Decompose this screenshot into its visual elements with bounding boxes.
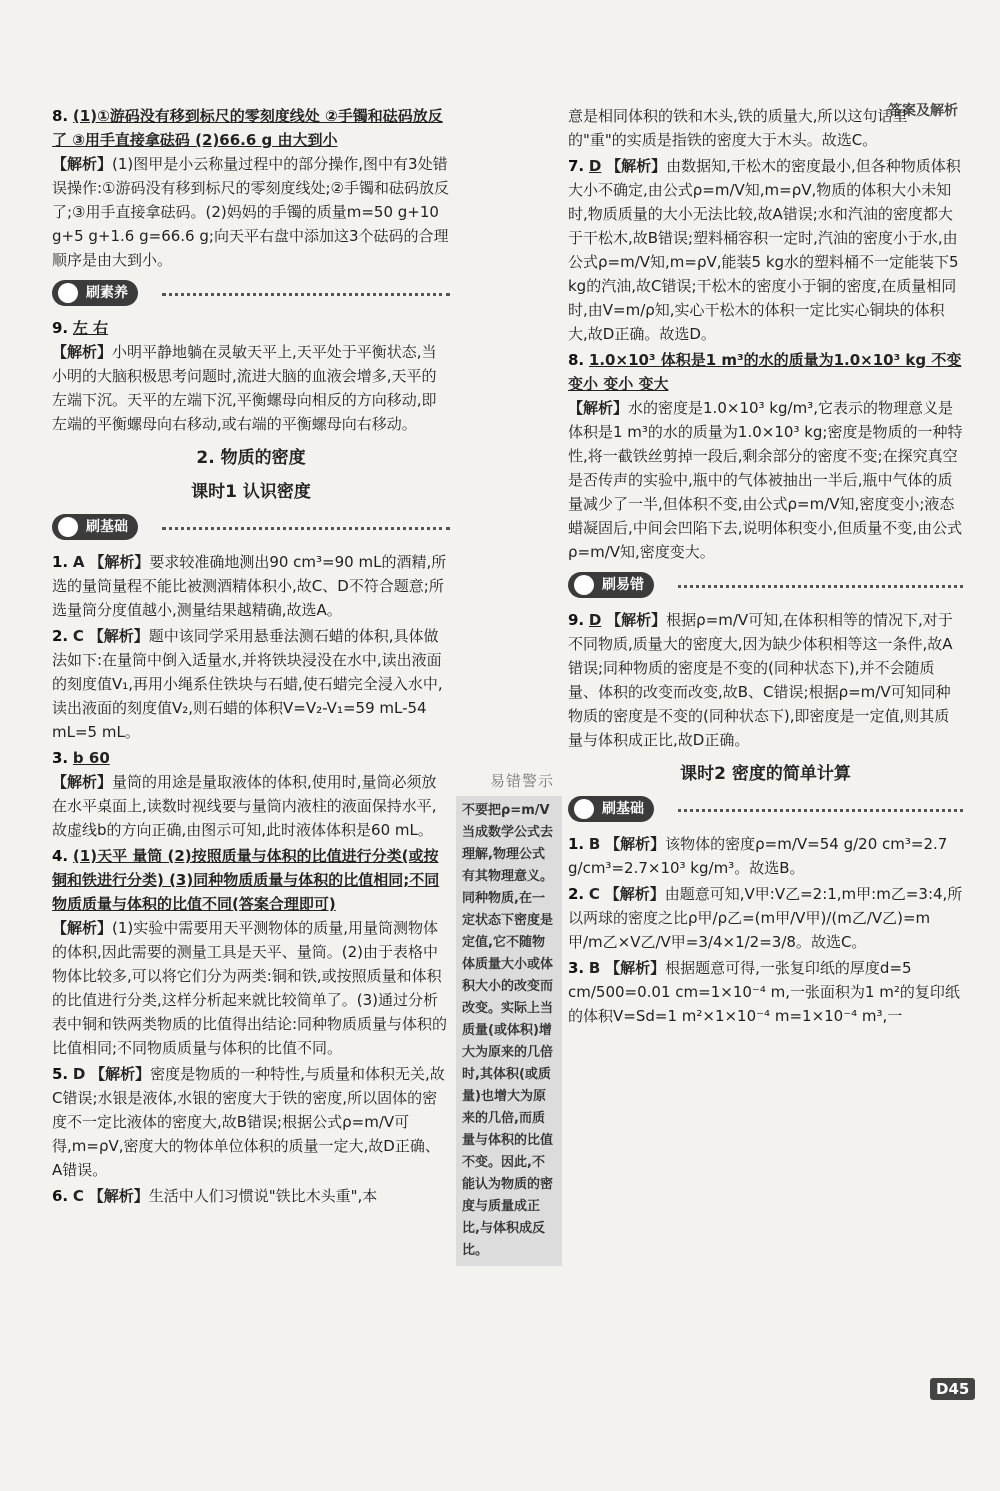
question-number: 1. <box>52 553 69 571</box>
page-number: D45 <box>930 1378 975 1400</box>
answer-text: (1)①游码没有移到标尺的零刻度线处 ②手镯和砝码放反了 ③用手直接拿砝码 (2)66.6 g 由大到小 <box>52 107 443 149</box>
page-header: 答案及解析 <box>888 103 958 119</box>
explain-text: (1)实验中需要用天平测物体的质量,用量筒测物体的体积,因此需要的测量工具是天平、量筒。(2)由于表格中物体比较多,可以将它们分为两类:铜和铁,或按照质量和体积的比值进行分类,这样分析起来就比较简单了。(3)通过分析表中铜和铁两类物质的比值得出结论:同种物质质量与体积的比值相同;不同物质质量与体积的比值不同。 <box>52 919 448 1057</box>
explain-label: 【解析】 <box>90 1065 151 1083</box>
question-number: 4. <box>52 847 69 865</box>
brush-icon <box>58 517 78 537</box>
explain-label: 【解析】 <box>606 611 667 629</box>
question-number: 1. <box>568 835 585 853</box>
question-number: 8. <box>568 351 585 369</box>
explain-text: 量筒的用途是量取液体的体积,使用时,量筒必须放在水平桌面上,读数时视线要与量筒内液柱的液面保持水平,故虚线b的方向正确,由图示可知,此时液体体积是60 mL。 <box>52 773 437 839</box>
question-8 <box>568 348 963 564</box>
question-5 <box>52 1062 450 1182</box>
divider <box>162 527 450 530</box>
explain-label: 【解析】 <box>568 399 629 417</box>
section-header <box>568 796 963 826</box>
answer-text: C <box>588 885 600 903</box>
answer-text: D <box>588 157 602 175</box>
question-2 <box>52 624 450 744</box>
brush-icon <box>574 799 594 819</box>
answer-text: C <box>72 627 84 645</box>
explain-label: 【解析】 <box>52 919 113 937</box>
answer-text: A <box>72 553 85 571</box>
divider <box>162 293 450 296</box>
answer-text: D <box>72 1065 86 1083</box>
explain-label: 【解析】 <box>52 343 113 361</box>
lesson-title: 课时2 密度的简单计算 <box>680 764 851 784</box>
answer-text: (1)天平 量筒 (2)按照质量与体积的比值进行分类(或按铜和铁进行分类) (3)同种物质质量与体积的比值相同;不同物质质量与体积的比值不同(答案合理即可) <box>52 847 440 913</box>
question-number: 9. <box>568 611 585 629</box>
section-header <box>52 280 450 310</box>
answer-text: B <box>588 959 601 977</box>
question-number: 5. <box>52 1065 69 1083</box>
explain-text: 生活中人们习惯说"铁比木头重",本 <box>148 1187 378 1205</box>
question-number: 2. <box>568 885 585 903</box>
answer-text: C <box>72 1187 84 1205</box>
explain-text: 根据ρ=m/V可知,在体积相等的情况下,对于不同物质,质量大的密度大,因为缺少体积相等这一条件,故A错误;同种物质的密度是不变的(同种状态下),并不会随质量、体积的改变而改变,故B、C错误;根据ρ=m/V可知同种物质的密度是不变的(同种状态下),即密度是一定值,则其质量与体积成正比,故D正确。 <box>568 611 953 749</box>
question-number: 8. <box>52 107 69 125</box>
explain-label: 【解析】 <box>605 835 666 853</box>
question-9 <box>52 316 450 436</box>
sidebar-title: 易错警示 <box>490 772 555 790</box>
section-header <box>52 514 450 544</box>
explain-label: 【解析】 <box>605 959 666 977</box>
question-2 <box>568 882 963 954</box>
divider <box>678 809 963 812</box>
question-6-continued: 意是相同体积的铁和木头,铁的质量大,所以这句话里的"重"的实质是指铁的密度大于木头。故选C。 <box>568 107 908 149</box>
left-column <box>52 104 450 1210</box>
answer-text: 左 右 <box>72 319 109 337</box>
brush-icon <box>574 575 594 595</box>
answer-text: B <box>588 835 601 853</box>
question-3 <box>52 746 450 842</box>
question-6 <box>52 1184 450 1208</box>
explain-text: (1)图甲是小云称量过程中的部分操作,图中有3处错误操作:①游码没有移到标尺的零刻度线处;②手镯和砝码放反了;③用手直接拿砝码。(2)妈妈的手镯的质量m=50 g+10 g+5 g+1.6 g=66.6 g;向天平右盘中添加这3个砝码的合理顺序是由大到小。 <box>52 155 450 269</box>
question-8 <box>52 104 450 272</box>
question-4 <box>52 844 450 1060</box>
explain-label: 【解析】 <box>89 553 150 571</box>
section-badge: 刷基础 <box>52 514 138 540</box>
right-column <box>568 104 963 1030</box>
explain-label: 【解析】 <box>52 155 113 173</box>
explain-text: 题中该同学采用悬垂法测石蜡的体积,具体做法如下:在量筒中倒入适量水,并将铁块浸没在水中,读出液面的刻度值V₁,再用小绳系住铁块与石蜡,使石蜡完全浸入水中,读出液面的刻度值V₂,则石蜡的体积V=V₂-V₁=59 mL-54 mL=5 mL。 <box>52 627 443 741</box>
explain-label: 【解析】 <box>604 885 665 903</box>
explain-label: 【解析】 <box>88 1187 149 1205</box>
question-number: 3. <box>52 749 69 767</box>
question-number: 3. <box>568 959 585 977</box>
explain-text: 小明平静地躺在灵敏天平上,天平处于平衡状态,当小明的大脑积极思考问题时,流进大脑的血液会增多,天平的左端下沉。天平的左端下沉,平衡螺母向相反的方向移动,即左端的平衡螺母向右移动,或右端的平衡螺母向右移动。 <box>52 343 437 433</box>
question-number: 6. <box>52 1187 69 1205</box>
explain-text: 由数据知,干松木的密度最小,但各种物质体积大小不确定,由公式ρ=m/V知,m=ρV,物质的体积大小未知时,物质质量的大小无法比较,故A错误;水和汽油的密度都大于干松木,故B错误;塑料桶容积一定时,汽油的密度小于水,由公式ρ=m/V知,m=ρV,能装5 kg水的塑料桶不一定能装下5 kg的汽油,故C错误;干松木的密度小于铜的密度,在质量相同时,由V=m/ρ知,实心干松木的体积一定比实心铜块的体积大,故D正确。故选D。 <box>568 157 961 343</box>
sidebar-note: 不要把ρ=m/V当成数学公式去理解,物理公式有其物理意义。同种物质,在一定状态下密度是定值,它不随物体质量大小或体积大小的改变而改变。实际上当质量(或体积)增大为原来的几倍时,其体积(或质量)也增大为原来的几倍,而质量与体积的比值不变。因此,不能认为物质的密度与质量成正比,与体积成反比。 <box>456 796 562 1266</box>
lesson-title: 课时1 认识密度 <box>191 482 311 502</box>
explain-text: 密度是物质的一种特性,与质量和体积无关,故C错误;水银是液体,水银的密度大于铁的密度,所以固体的密度不一定比液体的密度大,故B错误;根据公式ρ=m/V可得,m=ρV,密度大的物体单位体积的质量一定大,故D正确、A错误。 <box>52 1065 445 1179</box>
answer-text: b 60 <box>72 749 110 767</box>
explain-text: 根据题意可得,一张复印纸的厚度d=5 cm/500=0.01 cm=1×10⁻⁴ m,一张面积为1 m²的复印纸的体积V=Sd=1 m²×1×10⁻⁴ m=1×10⁻⁴ m³,一 <box>568 959 960 1025</box>
question-number: 9. <box>52 319 69 337</box>
explain-label: 【解析】 <box>52 773 113 791</box>
answer-text: D <box>588 611 602 629</box>
chapter-title: 2. 物质的密度 <box>196 448 306 468</box>
question-3 <box>568 956 963 1028</box>
question-number: 7. <box>568 157 585 175</box>
explain-label: 【解析】 <box>606 157 667 175</box>
explain-text: 由题意可知,V甲:V乙=2:1,m甲:m乙=3:4,所以两球的密度之比ρ甲/ρ乙=(m甲/V甲)/(m乙/V乙)=m甲/m乙×V乙/V甲=3/4×1/2=3/8。故选C。 <box>568 885 963 951</box>
divider <box>678 585 963 588</box>
question-9 <box>568 608 963 752</box>
section-badge: 刷易错 <box>568 572 654 598</box>
brush-icon <box>58 283 78 303</box>
explain-text: 要求较准确地测出90 cm³=90 mL的酒精,所选的量筒量程不能比被测酒精体积小,故C、D不符合题意;所选量筒分度值越小,测量结果越精确,故选A。 <box>52 553 447 619</box>
question-number: 2. <box>52 627 69 645</box>
question-7 <box>568 154 963 346</box>
explain-text: 该物体的密度ρ=m/V=54 g/20 cm³=2.7 g/cm³=2.7×10³ kg/m³。故选B。 <box>568 835 948 877</box>
question-1 <box>568 832 963 880</box>
answer-text: 1.0×10³ 体积是1 m³的水的质量为1.0×10³ kg 不变 变小 变小 变大 <box>568 351 962 393</box>
explain-text: 水的密度是1.0×10³ kg/m³,它表示的物理意义是体积是1 m³的水的质量为1.0×10³ kg;密度是物质的一种特性,将一截铁丝剪掉一段后,剩余部分的密度不变;在探究真空是否传声的实验中,瓶中的气体被抽出一半后,瓶中气体的质量减少了一半,但体积不变,由公式ρ=m/V知,密度变小;液态蜡凝固后,中间会凹陷下去,说明体积变小,但质量不变,由公式ρ=m/V知,密度变大。 <box>568 399 963 561</box>
section-header <box>568 572 963 602</box>
question-1 <box>52 550 450 622</box>
explain-label: 【解析】 <box>88 627 149 645</box>
section-badge: 刷基础 <box>568 796 654 822</box>
section-badge: 刷素养 <box>52 280 138 306</box>
